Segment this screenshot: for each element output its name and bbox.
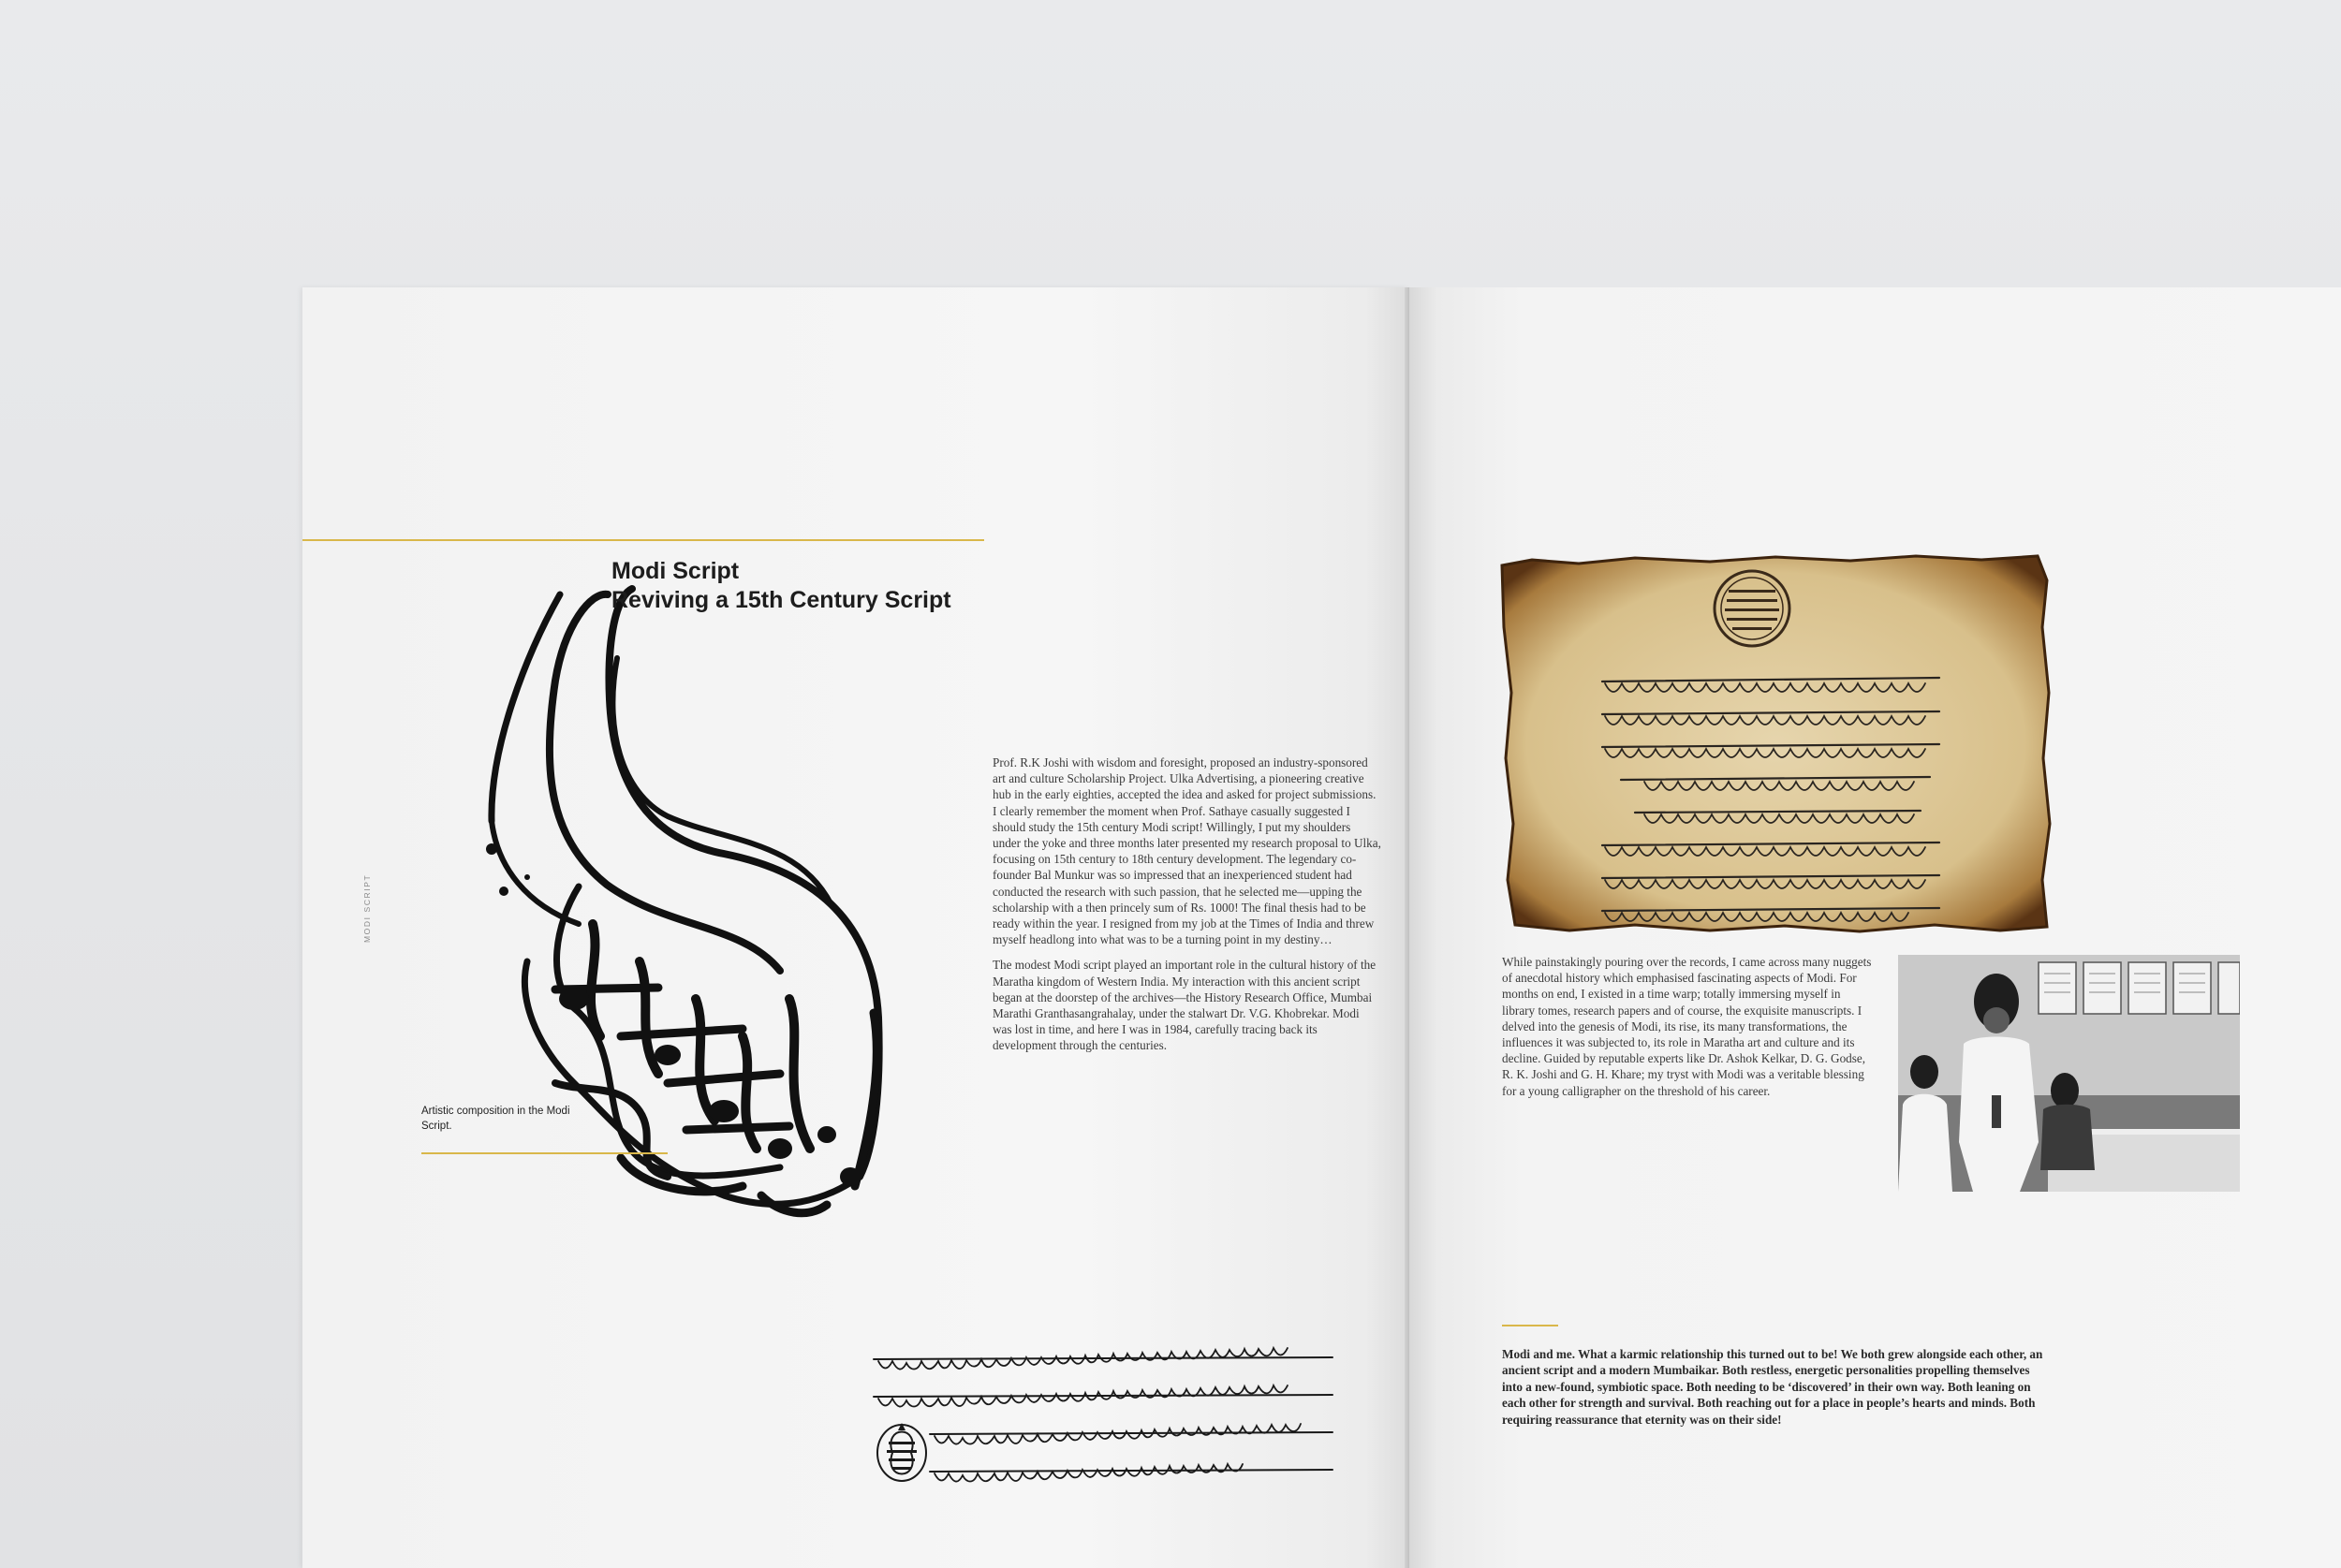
archival-photo (1898, 955, 2240, 1192)
parchment-manuscript-image (1494, 552, 2056, 936)
right-body-paragraph: While painstakingly pouring over the records, I came across many nuggets of anecdotal history which emphasised fascinating aspects of Modi. For months on end, I existed in a time warp; totally immersing myself in library tomes, research papers and of course, the exquisite manuscripts. I delved into the genesis of Modi, its rise, its many transformations, the influences it was subjected to, its role in Maratha art and culture and its decline. Guided by reputable experts like Dr. Ashok Kelkar, D. G. Godse, R. K. Joshi and G. H. Khare; my tryst with Modi was a veritable blessing for a young calligrapher on the threshold of his career. (1502, 955, 1872, 1098)
section-label: MODI SCRIPT (362, 873, 372, 943)
left-page (302, 287, 1409, 1568)
artwork-caption: Artistic composition in the Modi Script. (421, 1106, 570, 1132)
body-paragraph: The modest Modi script played an important role in the cultural history of the Maratha kingdom of Western India. My interaction with this ancient script began at the doorstep of the archives—the History Research Office, Mumbai Marathi Granthasangrahalay, under the stalwart Dr. V.G. Khobrekar. Modi was lost in time, and here I was in 1984, carefully tracing back its development through the centuries. (993, 958, 1377, 1053)
page-subtitle: Reviving a 15th Century Script (611, 587, 951, 613)
body-paragraph: Prof. R.K Joshi with wisdom and foresight, proposed an industry-sponsored art and culture Scholarship Project. Ulka Advertising, a pioneering creative hub in the early eighties, accepted the idea and asked for project submissions. I clearly remember the moment when Prof. Sathaye casually suggested I should study the 15th century Modi script! Willingly, I put my shoulders under the yoke and three months later presented my research proposal to Ulka, focusing on 15th century to 18th century development. The legendary co-founder Bal Munkur was so impressed that an inexperienced student had conducted the research with such passion, that he selected me—upping the scholarship with a then princely sum of Rs. 1000! The final thesis had to be ready within the year. I resigned from my job at the Times of India and threw myself headlong into what was to be a turning point in my destiny… (993, 755, 1381, 947)
title-block (611, 557, 951, 615)
left-body-column (993, 755, 1381, 1054)
manuscript-strip-image (864, 1341, 1351, 1518)
right-page (1409, 287, 2341, 1568)
caption-rule (421, 1152, 668, 1154)
page-title: Modi Script (611, 558, 740, 584)
closing-quote: Modi and me. What a karmic relationship this turned out to be! We both grew alongside each other, an ancient script and a modern Mumbaikar. Both restless, energetic personalities propelling themselves into a new-found, symbiotic space. Both needing to be ‘discovered’ in their own way. Both leaning on each other for strength and survival. Both reaching out for a place in people’s hearts and minds. Both requiring reassurance that eternity was on their side! (1502, 1347, 2043, 1427)
quote-rule (1502, 1325, 1558, 1326)
